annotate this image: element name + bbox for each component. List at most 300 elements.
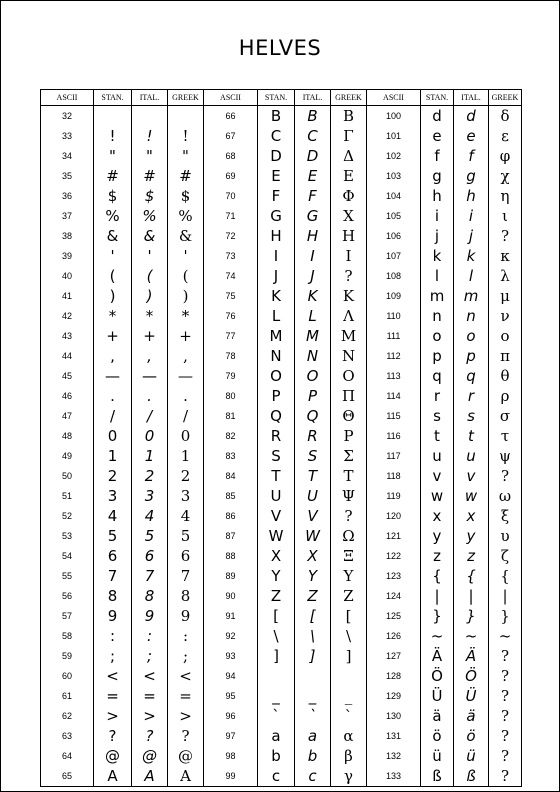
italic-glyph-cell: ! [132, 126, 168, 146]
italic-glyph-cell: ` [295, 706, 331, 726]
greek-glyph-cell: ~ [489, 626, 522, 646]
standard-glyph-cell: ] [258, 646, 295, 666]
ascii-code-cell: 98 [204, 746, 258, 766]
italic-glyph-cell: ö [454, 726, 489, 746]
ascii-code-cell: 105 [367, 206, 421, 226]
standard-glyph-cell: Ä [421, 646, 454, 666]
italic-glyph-cell [295, 666, 331, 686]
ascii-code-cell: 97 [204, 726, 258, 746]
italic-glyph-cell: ü [454, 746, 489, 766]
table-row [41, 126, 522, 146]
column-header: STAN. [94, 90, 132, 106]
greek-glyph-cell: > [168, 706, 204, 726]
greek-glyph-cell: 3 [168, 486, 204, 506]
italic-glyph-cell: [ [295, 606, 331, 626]
standard-glyph-cell: A [94, 766, 132, 787]
standard-glyph-cell: ? [94, 726, 132, 746]
greek-glyph-cell: [ [331, 606, 367, 626]
table-row [41, 406, 522, 426]
ascii-code-cell: 102 [367, 146, 421, 166]
standard-glyph-cell: ~ [421, 626, 454, 646]
greek-glyph-cell: ν [489, 306, 522, 326]
standard-glyph-cell: w [421, 486, 454, 506]
italic-glyph-cell: \ [295, 626, 331, 646]
ascii-code-cell: 61 [41, 686, 94, 706]
italic-glyph-cell: K [295, 286, 331, 306]
ascii-code-cell: 63 [41, 726, 94, 746]
table-row [41, 386, 522, 406]
greek-glyph-cell: ( [168, 266, 204, 286]
greek-glyph-cell: Ε [331, 166, 367, 186]
standard-glyph-cell: b [258, 746, 295, 766]
ascii-code-cell: 108 [367, 266, 421, 286]
italic-glyph-cell: 8 [132, 586, 168, 606]
italic-glyph-cell: v [454, 466, 489, 486]
standard-glyph-cell: = [94, 686, 132, 706]
greek-glyph-cell: ? [489, 726, 522, 746]
ascii-code-cell: 38 [41, 226, 94, 246]
italic-glyph-cell: " [132, 146, 168, 166]
column-header: GREEK [168, 90, 204, 106]
standard-glyph-cell: L [258, 306, 295, 326]
greek-glyph-cell: κ [489, 246, 522, 266]
greek-glyph-cell: — [168, 366, 204, 386]
greek-glyph-cell: @ [168, 746, 204, 766]
italic-glyph-cell: V [295, 506, 331, 526]
italic-glyph-cell: q [454, 366, 489, 386]
standard-glyph-cell: 7 [94, 566, 132, 586]
standard-glyph-cell: N [258, 346, 295, 366]
ascii-code-cell: 94 [204, 666, 258, 686]
italic-glyph-cell: s [454, 406, 489, 426]
standard-glyph-cell: G [258, 206, 295, 226]
standard-glyph-cell: @ [94, 746, 132, 766]
ascii-code-cell: 125 [367, 606, 421, 626]
table-row [41, 106, 522, 127]
table-row [41, 646, 522, 666]
greek-glyph-cell: β [331, 746, 367, 766]
standard-glyph-cell: U [258, 486, 295, 506]
ascii-code-cell: 55 [41, 566, 94, 586]
italic-glyph-cell: 9 [132, 606, 168, 626]
italic-glyph-cell: a [295, 726, 331, 746]
italic-glyph-cell: U [295, 486, 331, 506]
standard-glyph-cell: 3 [94, 486, 132, 506]
font-table [40, 89, 522, 787]
standard-glyph-cell: 2 [94, 466, 132, 486]
italic-glyph-cell: m [454, 286, 489, 306]
greek-glyph-cell: 6 [168, 546, 204, 566]
italic-glyph-cell: J [295, 266, 331, 286]
standard-glyph-cell: Ü [421, 686, 454, 706]
table-row [41, 506, 522, 526]
table-row [41, 306, 522, 326]
ascii-code-cell: 67 [204, 126, 258, 146]
italic-glyph-cell: D [295, 146, 331, 166]
ascii-code-cell: 42 [41, 306, 94, 326]
standard-glyph-cell: & [94, 226, 132, 246]
greek-glyph-cell: ] [331, 646, 367, 666]
standard-glyph-cell: c [258, 766, 295, 787]
standard-glyph-cell: > [94, 706, 132, 726]
greek-glyph-cell: η [489, 186, 522, 206]
ascii-code-cell: 124 [367, 586, 421, 606]
italic-glyph-cell: r [454, 386, 489, 406]
table-row [41, 346, 522, 366]
ascii-code-cell: 54 [41, 546, 94, 566]
greek-glyph-cell: ? [489, 686, 522, 706]
table-row [41, 166, 522, 186]
ascii-code-cell: 87 [204, 526, 258, 546]
ascii-code-cell: 109 [367, 286, 421, 306]
standard-glyph-cell: o [421, 326, 454, 346]
greek-glyph-cell: ? [489, 646, 522, 666]
italic-glyph-cell: 1 [132, 446, 168, 466]
standard-glyph-cell [94, 106, 132, 127]
ascii-code-cell: 64 [41, 746, 94, 766]
italic-glyph-cell: / [132, 406, 168, 426]
italic-glyph-cell: w [454, 486, 489, 506]
italic-glyph-cell: H [295, 226, 331, 246]
italic-glyph-cell: Ü [454, 686, 489, 706]
column-header: GREEK [331, 90, 367, 106]
greek-glyph-cell: 0 [168, 426, 204, 446]
table-row [41, 286, 522, 306]
ascii-code-cell: 117 [367, 446, 421, 466]
table-row [41, 266, 522, 286]
standard-glyph-cell: x [421, 506, 454, 526]
italic-glyph-cell: Ä [454, 646, 489, 666]
greek-glyph-cell: Μ [331, 326, 367, 346]
ascii-code-cell: 120 [367, 506, 421, 526]
italic-glyph-cell: E [295, 166, 331, 186]
ascii-code-cell: 93 [204, 646, 258, 666]
greek-glyph-cell: $ [168, 186, 204, 206]
greek-glyph-cell: . [168, 386, 204, 406]
standard-glyph-cell: ' [94, 246, 132, 266]
ascii-code-cell: 32 [41, 106, 94, 127]
greek-glyph-cell: # [168, 166, 204, 186]
standard-glyph-cell: v [421, 466, 454, 486]
italic-glyph-cell: . [132, 386, 168, 406]
table-row [41, 726, 522, 746]
standard-glyph-cell: % [94, 206, 132, 226]
standard-glyph-cell: K [258, 286, 295, 306]
italic-glyph-cell: @ [132, 746, 168, 766]
table-row [41, 486, 522, 506]
italic-glyph-cell: C [295, 126, 331, 146]
italic-glyph-cell: # [132, 166, 168, 186]
greek-glyph-cell: υ [489, 526, 522, 546]
standard-glyph-cell: # [94, 166, 132, 186]
greek-glyph-cell: τ [489, 426, 522, 446]
italic-glyph-cell: e [454, 126, 489, 146]
italic-glyph-cell: z [454, 546, 489, 566]
standard-glyph-cell: I [258, 246, 295, 266]
greek-glyph-cell: Δ [331, 146, 367, 166]
greek-glyph-cell: γ [331, 766, 367, 787]
standard-glyph-cell: Y [258, 566, 295, 586]
italic-glyph-cell: S [295, 446, 331, 466]
table-row [41, 246, 522, 266]
standard-glyph-cell: , [94, 346, 132, 366]
standard-glyph-cell: y [421, 526, 454, 546]
italic-glyph-cell: ~ [454, 626, 489, 646]
italic-glyph-cell: A [132, 766, 168, 787]
standard-glyph-cell: e [421, 126, 454, 146]
ascii-code-cell: 115 [367, 406, 421, 426]
italic-glyph-cell: ä [454, 706, 489, 726]
greek-glyph-cell: σ [489, 406, 522, 426]
standard-glyph-cell: / [94, 406, 132, 426]
table-row [41, 326, 522, 346]
standard-glyph-cell: ü [421, 746, 454, 766]
ascii-code-cell: 81 [204, 406, 258, 426]
standard-glyph-cell: 1 [94, 446, 132, 466]
ascii-code-cell: 101 [367, 126, 421, 146]
greek-glyph-cell: Ρ [331, 426, 367, 446]
table-row [41, 586, 522, 606]
greek-glyph-cell: α [331, 726, 367, 746]
ascii-code-cell: 100 [367, 106, 421, 127]
italic-glyph-cell: _ [295, 686, 331, 706]
italic-glyph-cell: 0 [132, 426, 168, 446]
italic-glyph-cell: T [295, 466, 331, 486]
ascii-code-cell: 126 [367, 626, 421, 646]
greek-glyph-cell: 4 [168, 506, 204, 526]
standard-glyph-cell: [ [258, 606, 295, 626]
italic-glyph-cell: L [295, 306, 331, 326]
italic-glyph-cell: ? [132, 726, 168, 746]
ascii-code-cell: 88 [204, 546, 258, 566]
standard-glyph-cell: T [258, 466, 295, 486]
ascii-code-cell: 116 [367, 426, 421, 446]
italic-glyph-cell: n [454, 306, 489, 326]
ascii-code-cell: 39 [41, 246, 94, 266]
standard-glyph-cell: F [258, 186, 295, 206]
ascii-code-cell: 70 [204, 186, 258, 206]
standard-glyph-cell: h [421, 186, 454, 206]
standard-glyph-cell: i [421, 206, 454, 226]
standard-glyph-cell: | [421, 586, 454, 606]
standard-glyph-cell: Q [258, 406, 295, 426]
italic-glyph-cell: P [295, 386, 331, 406]
ascii-code-cell: 75 [204, 286, 258, 306]
italic-glyph-cell: Z [295, 586, 331, 606]
greek-glyph-cell: ? [331, 266, 367, 286]
ascii-code-cell: 44 [41, 346, 94, 366]
standard-glyph-cell: " [94, 146, 132, 166]
italic-glyph-cell [132, 106, 168, 127]
standard-glyph-cell: 8 [94, 586, 132, 606]
greek-glyph-cell: Κ [331, 286, 367, 306]
italic-glyph-cell: 4 [132, 506, 168, 526]
greek-glyph-cell: _ [331, 686, 367, 706]
column-header: STAN. [421, 90, 454, 106]
greek-glyph-cell: 7 [168, 566, 204, 586]
italic-glyph-cell: ( [132, 266, 168, 286]
greek-glyph-cell: / [168, 406, 204, 426]
standard-glyph-cell: r [421, 386, 454, 406]
italic-glyph-cell: f [454, 146, 489, 166]
standard-glyph-cell: g [421, 166, 454, 186]
ascii-code-cell: 91 [204, 606, 258, 626]
ascii-code-cell: 59 [41, 646, 94, 666]
greek-glyph-cell: Ζ [331, 586, 367, 606]
standard-glyph-cell: — [94, 366, 132, 386]
standard-glyph-cell: Z [258, 586, 295, 606]
table-row [41, 606, 522, 626]
greek-glyph-cell: θ [489, 366, 522, 386]
standard-glyph-cell: ) [94, 286, 132, 306]
standard-glyph-cell: u [421, 446, 454, 466]
standard-glyph-cell: f [421, 146, 454, 166]
ascii-code-cell: 41 [41, 286, 94, 306]
greek-glyph-cell: 9 [168, 606, 204, 626]
italic-glyph-cell: : [132, 626, 168, 646]
ascii-code-cell: 130 [367, 706, 421, 726]
standard-glyph-cell: . [94, 386, 132, 406]
ascii-code-cell: 69 [204, 166, 258, 186]
ascii-code-cell: 53 [41, 526, 94, 546]
greek-glyph-cell: " [168, 146, 204, 166]
ascii-code-cell: 84 [204, 466, 258, 486]
ascii-code-cell: 73 [204, 246, 258, 266]
ascii-code-cell: 57 [41, 606, 94, 626]
table-row [41, 666, 522, 686]
greek-glyph-cell: ι [489, 206, 522, 226]
ascii-code-cell: 50 [41, 466, 94, 486]
table-row [41, 686, 522, 706]
greek-glyph-cell: φ [489, 146, 522, 166]
standard-glyph-cell: * [94, 306, 132, 326]
ascii-code-cell: 34 [41, 146, 94, 166]
page-title: HELVES [238, 36, 322, 60]
ascii-code-cell: 77 [204, 326, 258, 346]
italic-glyph-cell: = [132, 686, 168, 706]
table-row [41, 426, 522, 446]
greek-glyph-cell: Ι [331, 246, 367, 266]
standard-glyph-cell [258, 666, 295, 686]
greek-glyph-cell: ? [489, 706, 522, 726]
ascii-code-cell: 46 [41, 386, 94, 406]
greek-glyph-cell [331, 666, 367, 686]
italic-glyph-cell: j [454, 226, 489, 246]
standard-glyph-cell: R [258, 426, 295, 446]
italic-glyph-cell: 6 [132, 546, 168, 566]
standard-glyph-cell: B [258, 106, 295, 127]
ascii-code-cell: 62 [41, 706, 94, 726]
ascii-code-cell: 72 [204, 226, 258, 246]
italic-glyph-cell: N [295, 346, 331, 366]
italic-glyph-cell: Y [295, 566, 331, 586]
italic-glyph-cell: k [454, 246, 489, 266]
greek-glyph-cell: , [168, 346, 204, 366]
greek-glyph-cell: + [168, 326, 204, 346]
standard-glyph-cell: a [258, 726, 295, 746]
greek-glyph-cell: χ [489, 166, 522, 186]
standard-glyph-cell: ! [94, 126, 132, 146]
standard-glyph-cell: ; [94, 646, 132, 666]
italic-glyph-cell: o [454, 326, 489, 346]
greek-glyph-cell: : [168, 626, 204, 646]
greek-glyph-cell: ? [489, 746, 522, 766]
greek-glyph-cell: ρ [489, 386, 522, 406]
standard-glyph-cell: M [258, 326, 295, 346]
column-header: STAN. [258, 90, 295, 106]
standard-glyph-cell: < [94, 666, 132, 686]
greek-glyph-cell: Ξ [331, 546, 367, 566]
standard-glyph-cell: z [421, 546, 454, 566]
standard-glyph-cell: { [421, 566, 454, 586]
ascii-code-cell: 128 [367, 666, 421, 686]
standard-glyph-cell: \ [258, 626, 295, 646]
standard-glyph-cell: _ [258, 686, 295, 706]
ascii-code-cell: 40 [41, 266, 94, 286]
standard-glyph-cell: ` [258, 706, 295, 726]
ascii-code-cell: 37 [41, 206, 94, 226]
italic-glyph-cell: + [132, 326, 168, 346]
ascii-code-cell: 51 [41, 486, 94, 506]
greek-glyph-cell: ψ [489, 446, 522, 466]
table-row [41, 366, 522, 386]
standard-glyph-cell: p [421, 346, 454, 366]
ascii-code-cell: 106 [367, 226, 421, 246]
greek-glyph-cell: ? [489, 666, 522, 686]
italic-glyph-cell: i [454, 206, 489, 226]
standard-glyph-cell: m [421, 286, 454, 306]
greek-glyph-cell: π [489, 346, 522, 366]
table-row [41, 226, 522, 246]
standard-glyph-cell: j [421, 226, 454, 246]
standard-glyph-cell: } [421, 606, 454, 626]
greek-glyph-cell: ? [489, 766, 522, 787]
table-row [41, 706, 522, 726]
ascii-code-cell: 114 [367, 386, 421, 406]
greek-glyph-cell: ? [331, 506, 367, 526]
ascii-code-cell: 107 [367, 246, 421, 266]
ascii-code-cell: 33 [41, 126, 94, 146]
table-row [41, 186, 522, 206]
ascii-code-cell: 85 [204, 486, 258, 506]
ascii-code-cell: 48 [41, 426, 94, 446]
italic-glyph-cell: W [295, 526, 331, 546]
standard-glyph-cell: J [258, 266, 295, 286]
ascii-code-cell: 123 [367, 566, 421, 586]
greek-glyph-cell [168, 106, 204, 127]
standard-glyph-cell: q [421, 366, 454, 386]
greek-glyph-cell: & [168, 226, 204, 246]
greek-glyph-cell: ω [489, 486, 522, 506]
table-row [41, 446, 522, 466]
standard-glyph-cell: V [258, 506, 295, 526]
greek-glyph-cell: λ [489, 266, 522, 286]
ascii-code-cell: 36 [41, 186, 94, 206]
greek-glyph-cell: ? [489, 226, 522, 246]
ascii-code-cell: 103 [367, 166, 421, 186]
ascii-code-cell: 65 [41, 766, 94, 787]
italic-glyph-cell: ] [295, 646, 331, 666]
standard-glyph-cell: $ [94, 186, 132, 206]
italic-glyph-cell: 3 [132, 486, 168, 506]
table-row [41, 546, 522, 566]
italic-glyph-cell: % [132, 206, 168, 226]
greek-glyph-cell: ! [168, 126, 204, 146]
italic-glyph-cell: I [295, 246, 331, 266]
ascii-code-cell: 79 [204, 366, 258, 386]
ascii-code-cell: 43 [41, 326, 94, 346]
standard-glyph-cell: 9 [94, 606, 132, 626]
